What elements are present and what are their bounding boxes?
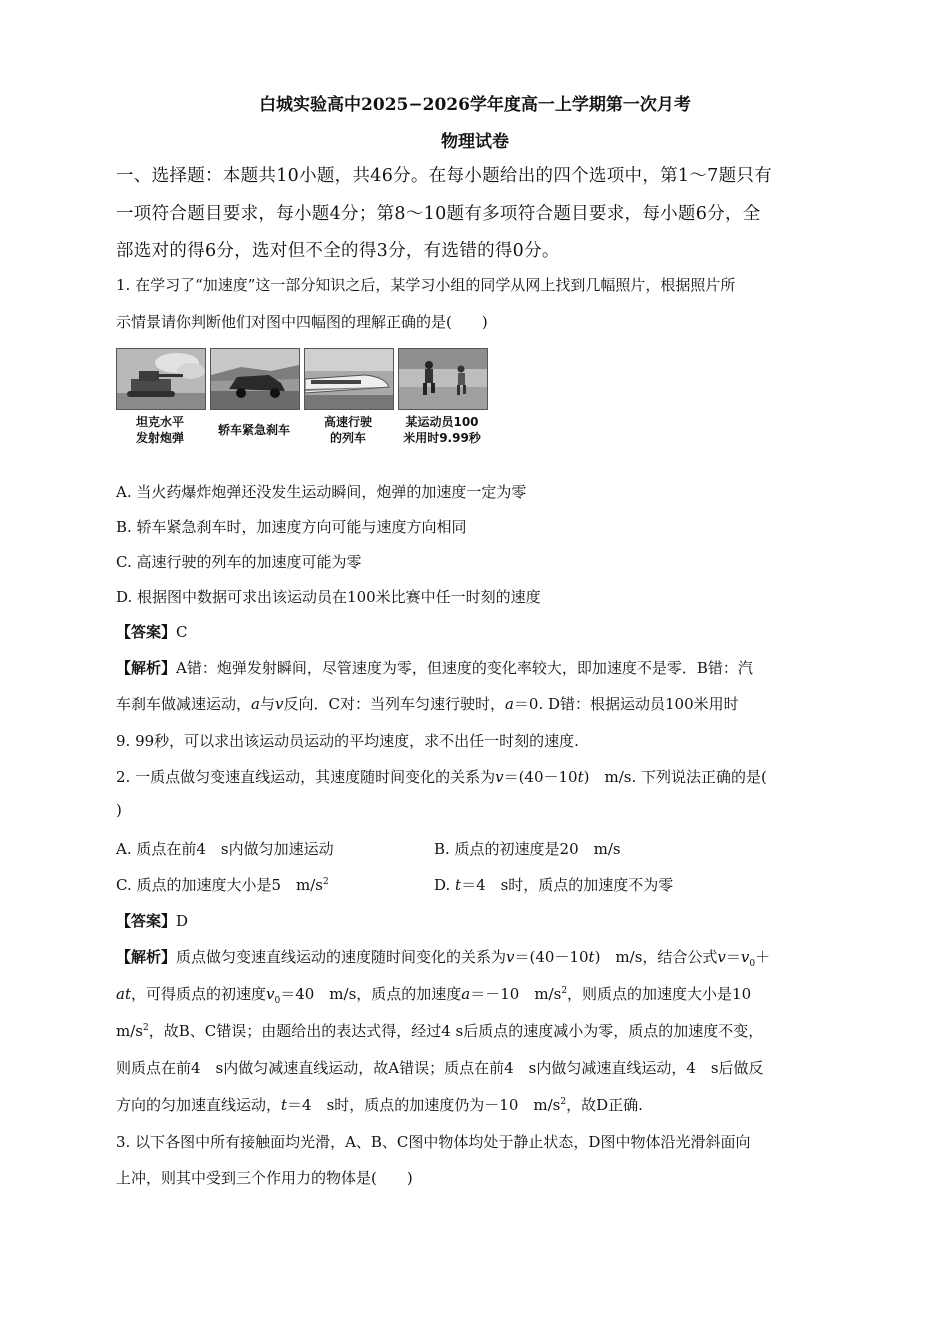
q2-option-d: D. t＝4 s时，质点的加速度不为零: [434, 876, 674, 894]
subject-title: 物理试卷: [441, 132, 509, 152]
q3-stem-line-1: 3. 以下各图中所有接触面均光滑，A、B、C图中物体均处于静止状态，D图中物体沿光滑斜面向: [116, 1133, 751, 1151]
runner-photo-icon: [398, 348, 488, 410]
q2-stem-line-2: ): [116, 801, 122, 819]
q2-option-b: B. 质点的初速度是20 m/s: [434, 840, 621, 858]
q1-option-b: B. 轿车紧急刹车时，加速度方向可能与速度方向相同: [116, 518, 467, 536]
q3-stem-line-2: 上冲，则其中受到三个作用力的物体是( ): [116, 1169, 413, 1187]
photo-caption-runner: 某运动员100 米用时9.99秒: [403, 415, 481, 445]
train-photo-icon: [304, 348, 394, 410]
q2-analysis-line-3: $m/s^2$，故B、C错误；由题给出的表达式得，经过4 s后质点的速度减小为零，质点的加速度不变，: [116, 1022, 764, 1040]
q1-stem-line-1: 1. 在学习了“加速度”这一部分知识之后，某学习小组的同学从网上找到几幅照片，根据照片所: [116, 276, 736, 294]
q2-analysis-line-5: 方向的匀加速直线运动，t＝4 s时，质点的加速度仍为－10 $m/s^2$，故D正确.: [116, 1096, 643, 1114]
q1-option-c: C. 高速行驶的列车的加速度可能为零: [116, 553, 362, 571]
section-instructions-line-1: 一、选择题：本题共10小题，共46分。在每小题给出的四个选项中，第1～7题只有: [116, 166, 773, 186]
q2-option-c: C. 质点的加速度大小是5 $m/s^2$: [116, 876, 329, 894]
q1-analysis-line-3: 9. 99秒，可以求出该运动员运动的平均速度，求不出任一时刻的速度.: [116, 732, 579, 750]
exam-title: 白城实验高中2025−2026学年度高一上学期第一次月考: [259, 95, 691, 115]
q2-analysis-line-2: at，可得质点的初速度$v_0=40$ m/s，质点的加速度a＝－10 $m/s^2$，则质点的加速度大小是10: [116, 985, 752, 1006]
q2-stem-line-1: 2. 一质点做匀变速直线运动，其速度随时间变化的关系为v＝(40－10t) m/s. 下列说法正确的是(: [116, 768, 767, 786]
q1-option-a: A. 当火药爆炸炮弹还没发生运动瞬间，炮弹的加速度一定为零: [116, 483, 527, 501]
photo-caption-train: 高速行驶 的列车: [323, 415, 372, 445]
q1-option-d: D. 根据图中数据可求出该运动员在100米比赛中任一时刻的速度: [116, 588, 541, 606]
q1-analysis-line-2: 车刹车做减速运动，a与v反向．C对：当列车匀速行驶时，a＝0. D错：根据运动员100米用时: [116, 695, 739, 713]
q2-option-a: A. 质点在前4 s内做匀加速运动: [116, 840, 334, 858]
car-photo-icon: [210, 348, 300, 410]
q1-stem-line-2: 示情景请你判断他们对图中四幅图的理解正确的是( ): [116, 313, 488, 331]
q2-answer: 【答案】D: [116, 912, 189, 930]
photo-caption-car: 轿车紧急刹车: [217, 423, 290, 437]
q2-analysis-line-4: 则质点在前4 s内做匀减速直线运动，故A错误；质点在前4 s内做匀减速直线运动，4 s后做反: [116, 1059, 764, 1077]
photo-caption-tank: 坦克水平 发射炮弹: [135, 415, 184, 445]
section-instructions-line-2: 一项符合题目要求，每小题4分；第8～10题有多项符合题目要求，每小题6分，全: [116, 204, 761, 224]
tank-photo-icon: [116, 348, 206, 410]
q2-analysis-line-1: 【解析】质点做匀变速直线运动的速度随时间变化的关系为v＝(40－10t) m/s，结合公式$v=v_0+$: [116, 948, 771, 969]
q1-answer: 【答案】C: [116, 623, 188, 641]
q1-analysis-line-1: 【解析】A错：炮弹发射瞬间，尽管速度为零，但速度的变化率较大，即加速度不是零．B错：汽: [116, 659, 753, 677]
section-instructions-line-3: 部选对的得6分，选对但不全的得3分，有选错的得0分。: [116, 241, 560, 261]
